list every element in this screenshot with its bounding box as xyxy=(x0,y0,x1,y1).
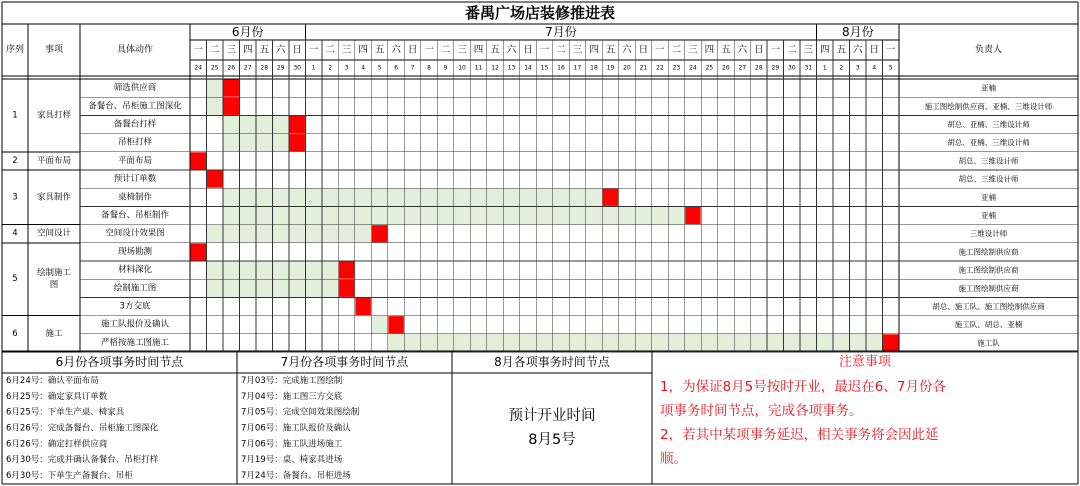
weekday-label: 二 xyxy=(209,44,220,56)
task-owner: 亚楠 xyxy=(981,192,996,202)
weekday-label: 三 xyxy=(688,44,698,56)
group-name: 施工 xyxy=(45,328,63,339)
weekday-label: 日 xyxy=(638,44,649,56)
task-owner: 三维设计师 xyxy=(969,229,1008,239)
task-span-bar xyxy=(206,79,222,97)
weekday-label: 二 xyxy=(787,44,797,56)
group-seq: 6 xyxy=(12,328,18,339)
weekday-label: 六 xyxy=(622,44,632,56)
task-action: 备餐台、吊柜施工图深化 xyxy=(88,101,182,112)
day-number: 28 xyxy=(260,64,269,72)
june-milestone-item: 6月24号：确认平面布局 xyxy=(6,375,99,386)
task-action: 绘制施工图 xyxy=(113,283,157,294)
weekday-label: 三 xyxy=(341,44,352,56)
header-action: 具体动作 xyxy=(116,45,154,55)
task-action: 现场勘测 xyxy=(117,246,153,257)
day-number: 27 xyxy=(243,64,252,72)
weekday-label: 五 xyxy=(259,44,269,56)
milestone-marker xyxy=(685,207,700,224)
day-number: 24 xyxy=(689,64,697,72)
june-milestone-item: 6月30号：完成并确认备餐台、吊柜打样 xyxy=(6,455,159,466)
weekday-label: 日 xyxy=(292,44,302,56)
day-number: 17 xyxy=(573,64,582,72)
page-title: 番禺广场店装修推进表 xyxy=(464,4,616,22)
task-owner: 亚楠 xyxy=(981,83,996,93)
day-number: 10 xyxy=(458,64,466,72)
day-number: 30 xyxy=(293,64,301,72)
task-action: 平面布局 xyxy=(117,155,153,166)
july-milestone-item: 7月19号：桌、椅家具进场 xyxy=(241,455,343,466)
aug-milestones-title: 8月各项事务时间节点 xyxy=(494,355,610,369)
day-number: 20 xyxy=(623,64,631,72)
weekday-label: 六 xyxy=(275,44,286,56)
weekday-label: 二 xyxy=(325,44,335,56)
task-owner: 胡总、三维设计师 xyxy=(958,174,1019,184)
weekday-label: 四 xyxy=(473,44,484,56)
task-owner: 施工图绘制供应商、亚楠、三维设计师 xyxy=(924,101,1053,111)
day-number: 29 xyxy=(276,64,285,72)
day-number: 16 xyxy=(557,64,565,72)
header-owner: 负责人 xyxy=(974,45,1003,55)
weekday-label: 三 xyxy=(572,44,583,56)
note-line: 1，为保证8月5号按时开业，最迟在6、7月份各 xyxy=(660,379,946,395)
day-number: 18 xyxy=(590,64,598,72)
note-line: 项事务时间节点，完成各项事务。 xyxy=(660,403,863,419)
day-number: 31 xyxy=(804,64,813,72)
july-milestones-title: 7月份各项事务时间节点 xyxy=(280,355,409,369)
task-action: 3方交底 xyxy=(119,301,151,312)
day-number: 12 xyxy=(491,64,499,72)
milestone-marker xyxy=(339,280,354,297)
task-span-bar xyxy=(223,188,602,206)
task-owner: 胡总、施工队、施工图绘制供应商 xyxy=(932,302,1045,311)
task-span-bar xyxy=(206,97,222,115)
day-number: 4 xyxy=(872,64,877,72)
task-action: 施工队报价及确认 xyxy=(100,319,170,330)
day-number: 26 xyxy=(227,64,236,72)
day-number: 14 xyxy=(524,64,532,72)
weekday-label: 五 xyxy=(490,44,500,56)
july-milestone-item: 7月06号：施工队进场施工 xyxy=(241,439,343,450)
day-number: 19 xyxy=(606,64,615,72)
milestone-marker xyxy=(223,98,238,115)
milestone-marker xyxy=(289,134,304,151)
day-number: 13 xyxy=(507,64,516,72)
group-name: 绘制施工 xyxy=(36,268,72,279)
task-action: 筛选供应商 xyxy=(113,83,157,94)
group-seq: 1 xyxy=(12,110,18,121)
day-number: 7 xyxy=(410,64,415,72)
task-action: 备餐台、吊柜制作 xyxy=(100,210,170,221)
month-label: 6月份 xyxy=(231,25,264,39)
milestone-marker xyxy=(883,334,898,351)
opening-date: 8月5号 xyxy=(528,432,576,448)
june-milestone-item: 6月25号：下单生产桌、椅家具 xyxy=(6,407,125,418)
milestone-marker xyxy=(223,80,238,97)
day-number: 26 xyxy=(722,64,730,72)
day-number: 29 xyxy=(771,64,780,72)
task-owner: 施工图绘制供应商 xyxy=(958,265,1019,275)
weekday-label: 三 xyxy=(226,44,236,56)
weekday-label: 六 xyxy=(853,44,863,56)
milestone-marker xyxy=(603,189,618,206)
day-number: 9 xyxy=(443,64,448,72)
task-owner: 施工队 xyxy=(977,338,1000,348)
day-number: 3 xyxy=(855,64,860,72)
task-owner: 胡总、亚楠、三维设计师 xyxy=(947,138,1030,148)
task-owner: 亚楠 xyxy=(981,211,996,220)
day-number: 22 xyxy=(656,64,664,72)
task-owner: 施工图绘制供应商 xyxy=(958,247,1019,257)
group-name: 图 xyxy=(49,280,59,291)
july-milestone-item: 7月03号：完成施工图绘制 xyxy=(241,375,343,386)
weekday-label: 一 xyxy=(770,44,781,56)
task-owner: 胡总、三维设计师 xyxy=(958,156,1019,166)
weekday-label: 日 xyxy=(523,44,533,56)
milestone-marker xyxy=(191,243,206,260)
day-number: 25 xyxy=(210,64,219,72)
weekday-label: 日 xyxy=(869,44,880,56)
task-owner: 胡总、亚楠、三维设计师 xyxy=(947,120,1030,129)
day-number: 3 xyxy=(344,64,349,72)
july-milestone-item: 7月04号：施工图三方交底 xyxy=(241,391,343,402)
weekday-label: 一 xyxy=(308,44,319,56)
july-milestone-item: 7月05号：完成空间效果图绘制 xyxy=(241,407,360,418)
milestone-marker xyxy=(339,262,354,279)
day-number: 2 xyxy=(839,64,844,72)
task-owner: 施工队、胡总、亚楠 xyxy=(954,320,1023,330)
day-number: 5 xyxy=(377,64,382,72)
weekday-label: 一 xyxy=(655,44,665,56)
task-action: 备餐台打样 xyxy=(113,119,157,130)
weekday-label: 六 xyxy=(506,44,517,56)
weekday-label: 五 xyxy=(605,44,616,56)
day-number: 5 xyxy=(888,64,893,72)
weekday-label: 二 xyxy=(556,44,566,56)
day-number: 24 xyxy=(194,64,203,72)
day-number: 25 xyxy=(705,64,714,72)
weekday-label: 一 xyxy=(885,44,896,56)
day-number: 27 xyxy=(738,64,747,72)
weekday-label: 日 xyxy=(754,44,764,56)
milestone-marker xyxy=(388,316,403,333)
june-milestone-item: 6月25号：确定家具订单数 xyxy=(6,391,108,402)
task-action: 桌椅制作 xyxy=(117,192,153,203)
task-span-bar xyxy=(371,316,387,334)
weekday-label: 四 xyxy=(358,44,368,56)
group-seq: 5 xyxy=(12,274,18,285)
task-action: 预计订单数 xyxy=(113,174,157,185)
milestone-marker xyxy=(355,298,370,315)
day-number: 30 xyxy=(788,64,796,72)
group-seq: 4 xyxy=(12,228,18,239)
day-number: 1 xyxy=(311,64,316,72)
june-milestone-item: 6月26号：确定打样供应商 xyxy=(6,439,108,450)
day-number: 2 xyxy=(328,64,333,72)
weekday-label: 四 xyxy=(589,44,599,56)
weekday-label: 四 xyxy=(242,44,253,56)
group-seq: 3 xyxy=(12,192,18,203)
task-action: 材料深化 xyxy=(117,265,153,276)
month-label: 7月份 xyxy=(545,25,577,39)
day-number: 8 xyxy=(427,64,431,72)
month-label: 8月份 xyxy=(841,25,874,39)
header-item: 事项 xyxy=(44,45,64,55)
weekday-label: 四 xyxy=(820,44,830,56)
june-milestones-title: 6月份各项事务时间节点 xyxy=(55,355,184,369)
weekday-label: 五 xyxy=(721,44,731,56)
weekday-label: 二 xyxy=(440,44,451,56)
milestone-marker xyxy=(289,116,304,133)
day-number: 11 xyxy=(474,64,483,72)
milestone-marker xyxy=(191,152,206,169)
notes-title: 注意事项 xyxy=(838,354,892,370)
task-action: 空间设计效果图 xyxy=(105,228,165,239)
weekday-label: 三 xyxy=(803,44,814,56)
group-name: 平面布局 xyxy=(36,155,72,166)
task-owner: 施工图绘制供应商 xyxy=(958,283,1019,293)
weekday-label: 二 xyxy=(671,44,682,56)
day-number: 1 xyxy=(822,64,827,72)
task-action: 严格按施工图施工 xyxy=(100,337,170,348)
group-name: 家具打样 xyxy=(36,110,72,121)
task-action: 吊柜打样 xyxy=(117,137,153,148)
note-line: 2，若其中某项事务延迟，相关事务将会因此延 xyxy=(660,427,939,443)
opening-label: 预计开业时间 xyxy=(508,408,596,424)
june-milestone-item: 6月30号：下单生产备餐台、吊柜 xyxy=(6,471,133,482)
milestone-marker xyxy=(207,171,222,188)
day-number: 23 xyxy=(672,64,681,72)
note-line: 顺。 xyxy=(660,451,687,467)
june-milestone-item: 6月26号：完成备餐台、吊柜施工图深化 xyxy=(6,423,159,434)
day-number: 21 xyxy=(639,64,648,72)
weekday-label: 五 xyxy=(836,44,847,56)
weekday-label: 六 xyxy=(737,44,748,56)
day-number: 6 xyxy=(394,64,399,72)
group-name: 空间设计 xyxy=(36,228,72,239)
weekday-label: 四 xyxy=(704,44,715,56)
group-seq: 2 xyxy=(12,155,18,166)
milestone-marker xyxy=(372,225,387,242)
day-number: 15 xyxy=(540,64,549,72)
weekday-label: 五 xyxy=(374,44,385,56)
weekday-label: 一 xyxy=(539,44,550,56)
day-number: 4 xyxy=(361,64,366,72)
header-seq: 序列 xyxy=(5,45,25,55)
weekday-label: 一 xyxy=(424,44,434,56)
day-number: 28 xyxy=(755,64,763,72)
july-milestone-item: 7月06号：施工队报价及确认 xyxy=(241,423,351,434)
weekday-label: 六 xyxy=(391,44,401,56)
weekday-label: 一 xyxy=(193,44,204,56)
weekday-label: 三 xyxy=(457,44,467,56)
weekday-label: 日 xyxy=(407,44,418,56)
july-milestone-item: 7月24号：备餐台、吊柜进场 xyxy=(241,471,351,482)
group-name: 家具制作 xyxy=(36,192,72,203)
